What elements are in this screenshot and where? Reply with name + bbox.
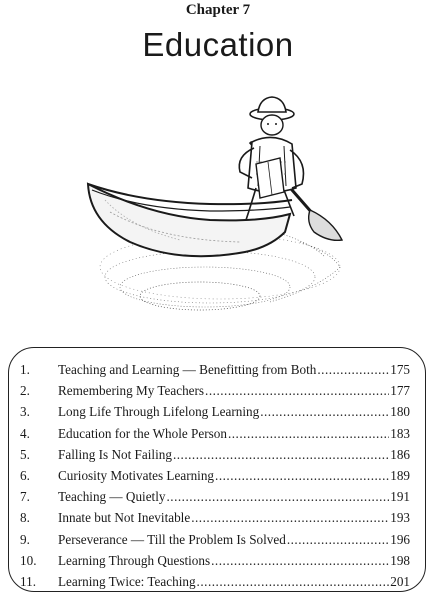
toc-item [20, 571, 410, 592]
dot-leader [260, 401, 389, 422]
toc-item [20, 465, 410, 486]
chapter-title: Education [142, 26, 294, 63]
toc-title: Innate but Not Inevitable [58, 510, 191, 526]
dot-leader [317, 359, 389, 380]
toc-page: 201 [390, 573, 410, 589]
toc-item [20, 444, 410, 465]
toc-page: 175 [390, 362, 410, 377]
toc-number: 4. [20, 425, 30, 441]
toc-title: Teaching — Quietly [58, 489, 166, 505]
toc-number: 3. [20, 404, 30, 420]
toc-title: Teaching and Learning — Benefitting from Both [58, 362, 317, 377]
toc-page: 186 [390, 446, 410, 462]
toc-item [20, 529, 410, 550]
toc-title: Perseverance — Till the Problem Is Solved [58, 531, 286, 547]
toc-title: Curiosity Motivates Learning [58, 467, 215, 483]
dot-leader [173, 444, 389, 465]
toc-number: 2. [20, 383, 30, 399]
toc-page: 177 [390, 383, 410, 399]
toc-title: Learning Twice: Teaching [58, 573, 196, 589]
toc-page: 189 [390, 467, 410, 483]
toc-number: 6. [20, 467, 30, 483]
toc-item [20, 359, 410, 380]
toc-item [20, 507, 410, 528]
toc-page: 180 [390, 404, 410, 420]
toc-title: Learning Through Questions [58, 552, 211, 568]
canoe-illustration [70, 92, 370, 317]
toc-number: 1. [20, 362, 30, 377]
toc-item [20, 423, 410, 444]
toc-list [20, 359, 410, 592]
toc-item [20, 486, 410, 507]
toc-page: 183 [390, 425, 410, 441]
toc-number: 11. [20, 573, 36, 589]
toc-number: 10. [20, 552, 37, 568]
toc-number: 7. [20, 489, 30, 505]
toc-item [20, 401, 410, 422]
toc-title: Falling Is Not Failing [58, 446, 172, 462]
toc-title: Education for the Whole Person [58, 425, 227, 441]
dot-leader [166, 486, 389, 507]
toc-item [20, 550, 410, 571]
toc-page: 193 [390, 510, 410, 526]
toc-number: 9. [20, 531, 30, 547]
toc-title: Remembering My Teachers [58, 383, 205, 399]
dot-leader [215, 465, 389, 486]
dot-leader [211, 550, 389, 571]
toc-number: 8. [20, 510, 30, 526]
toc-page: 191 [390, 489, 410, 505]
dot-leader [228, 423, 389, 444]
chapter-label: Chapter 7 [185, 2, 251, 18]
toc-page: 198 [390, 552, 410, 568]
dot-leader [205, 380, 389, 401]
toc-item [20, 380, 410, 401]
dot-leader [287, 529, 389, 550]
dot-leader [197, 571, 390, 592]
book-icon [256, 158, 284, 198]
toc-page: 196 [390, 531, 410, 547]
toc-number: 5. [20, 446, 30, 462]
dot-leader [191, 507, 389, 528]
toc-title: Long Life Through Lifelong Learning [58, 404, 260, 420]
